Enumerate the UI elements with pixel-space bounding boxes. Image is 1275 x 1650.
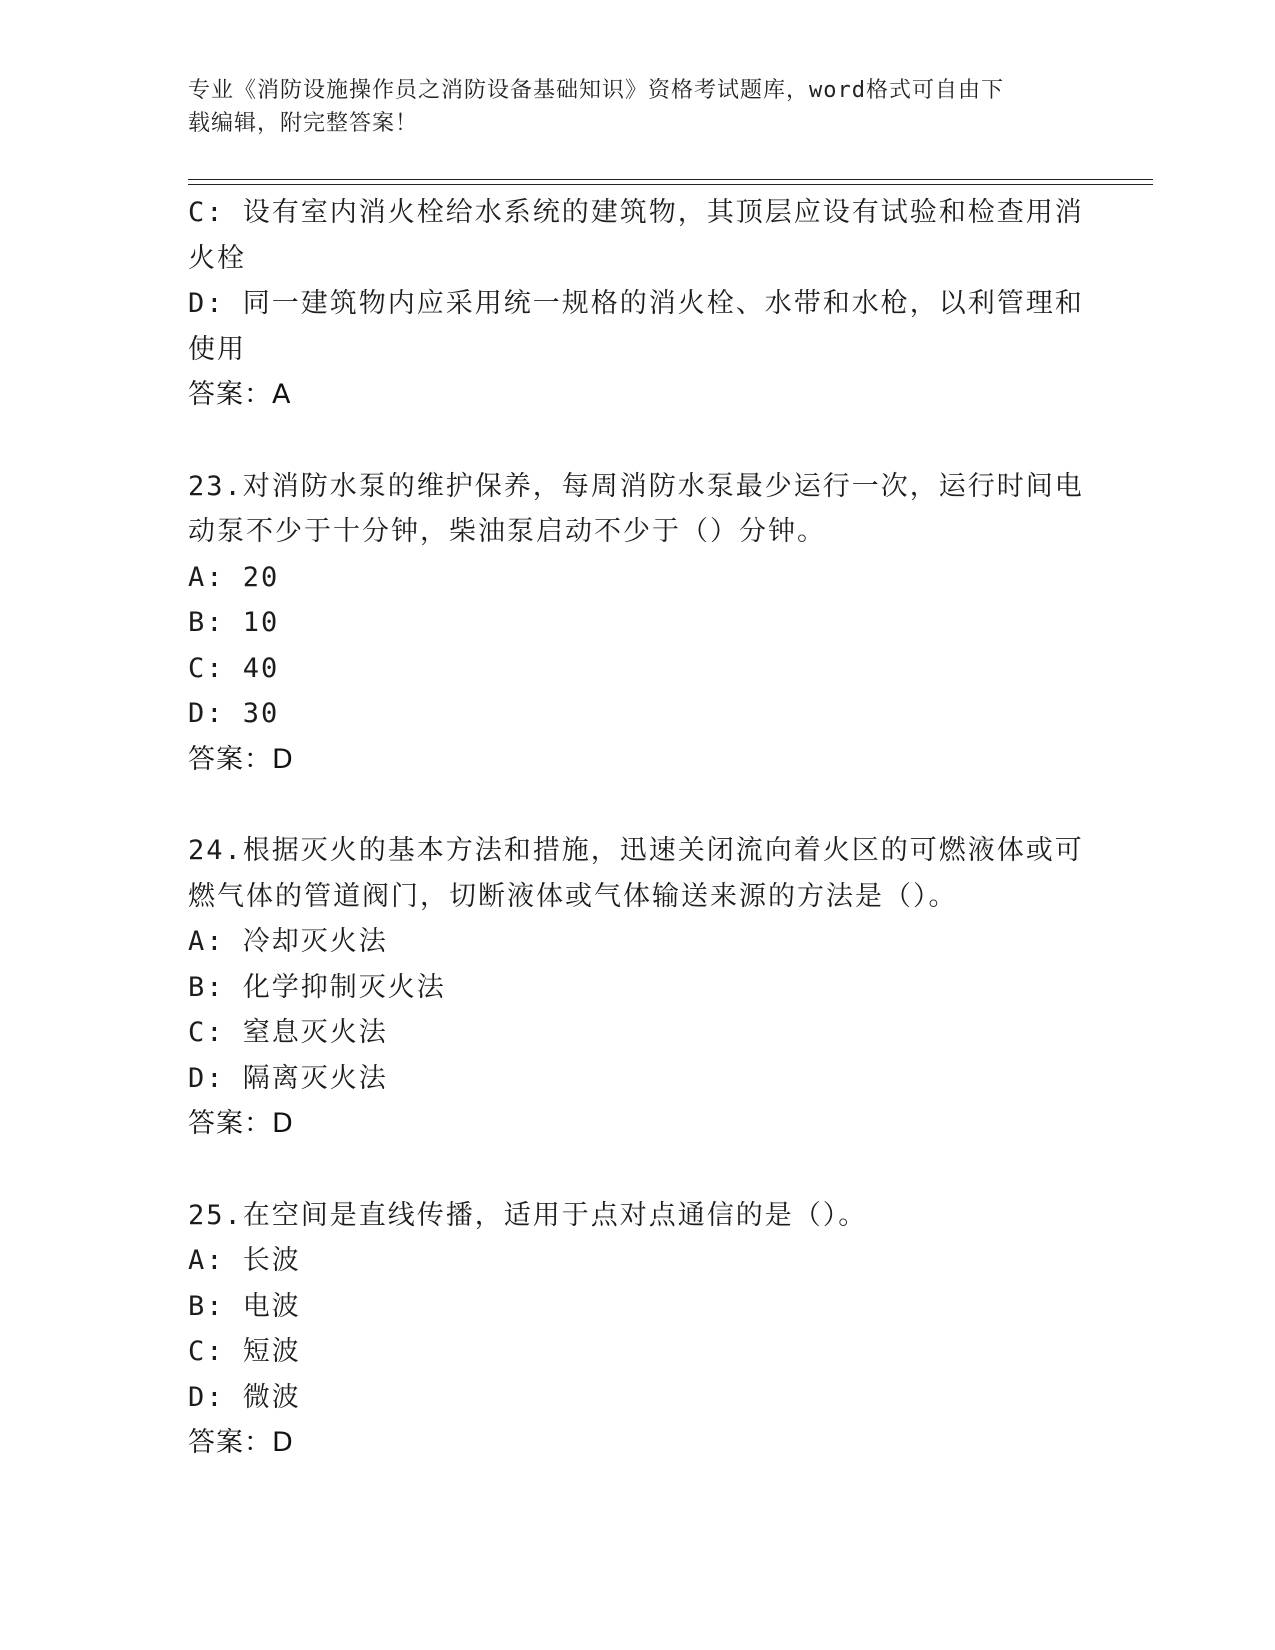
option-d-continuation: 使用 bbox=[188, 333, 246, 365]
option-a: A: 长波 bbox=[188, 1245, 301, 1276]
spacer bbox=[188, 782, 1088, 828]
header-line-1: 专业《消防设施操作员之消防设备基础知识》资格考试题库，word格式可自由下 bbox=[188, 78, 1004, 103]
option-c: C: 设有室内消火栓给水系统的建筑物，其顶层应设有试验和检查用消 bbox=[188, 197, 1084, 228]
option-b: B: 电波 bbox=[188, 1290, 301, 1322]
answer: 答案：D bbox=[188, 743, 294, 775]
header-divider-top bbox=[188, 179, 1153, 180]
question-stem-continuation: 燃气体的管道阀门，切断液体或气体输送来源的方法是（）。 bbox=[188, 880, 958, 912]
question-stem: 23.对消防水泵的维护保养，每周消防水泵最少运行一次，运行时间电 bbox=[188, 470, 1084, 502]
question-stem-continuation: 动泵不少于十分钟，柴油泵启动不少于（）分钟。 bbox=[188, 516, 826, 547]
document-header bbox=[188, 74, 1088, 140]
question-stem: 25.在空间是直线传播，适用于点对点通信的是（）。 bbox=[188, 1199, 868, 1231]
header-line-2: 载编辑，附完整答案！ bbox=[188, 111, 419, 136]
option-b: B: 10 bbox=[188, 607, 280, 638]
answer: 答案：D bbox=[188, 1427, 294, 1458]
answer: 答案：D bbox=[188, 1108, 294, 1139]
question-25 bbox=[188, 1193, 1088, 1466]
spacer bbox=[188, 1147, 1088, 1193]
question-24 bbox=[188, 828, 1088, 1147]
option-d: D: 同一建筑物内应采用统一规格的消火栓、水带和水枪，以利管理和 bbox=[188, 288, 1084, 319]
answer: 答案：A bbox=[188, 379, 292, 410]
spacer bbox=[188, 418, 1088, 464]
question-stem: 24.根据灭火的基本方法和措施，迅速关闭流向着火区的可燃液体或可 bbox=[188, 835, 1084, 866]
header-divider-bottom bbox=[188, 184, 1153, 185]
option-c-continuation: 火栓 bbox=[188, 242, 246, 274]
option-b: B: 化学抑制灭火法 bbox=[188, 971, 446, 1003]
option-a: A: 20 bbox=[188, 561, 280, 593]
option-d: D: 微波 bbox=[188, 1381, 301, 1413]
option-d: D: 30 bbox=[188, 698, 280, 729]
option-c: C: 40 bbox=[188, 652, 280, 684]
question-list bbox=[188, 190, 1088, 1466]
option-a: A: 冷却灭火法 bbox=[188, 926, 388, 957]
option-c: C: 窒息灭火法 bbox=[188, 1017, 388, 1048]
question-23 bbox=[188, 464, 1088, 783]
option-c: C: 短波 bbox=[188, 1336, 301, 1367]
option-d: D: 隔离灭火法 bbox=[188, 1062, 388, 1094]
question-22-tail bbox=[188, 190, 1088, 418]
